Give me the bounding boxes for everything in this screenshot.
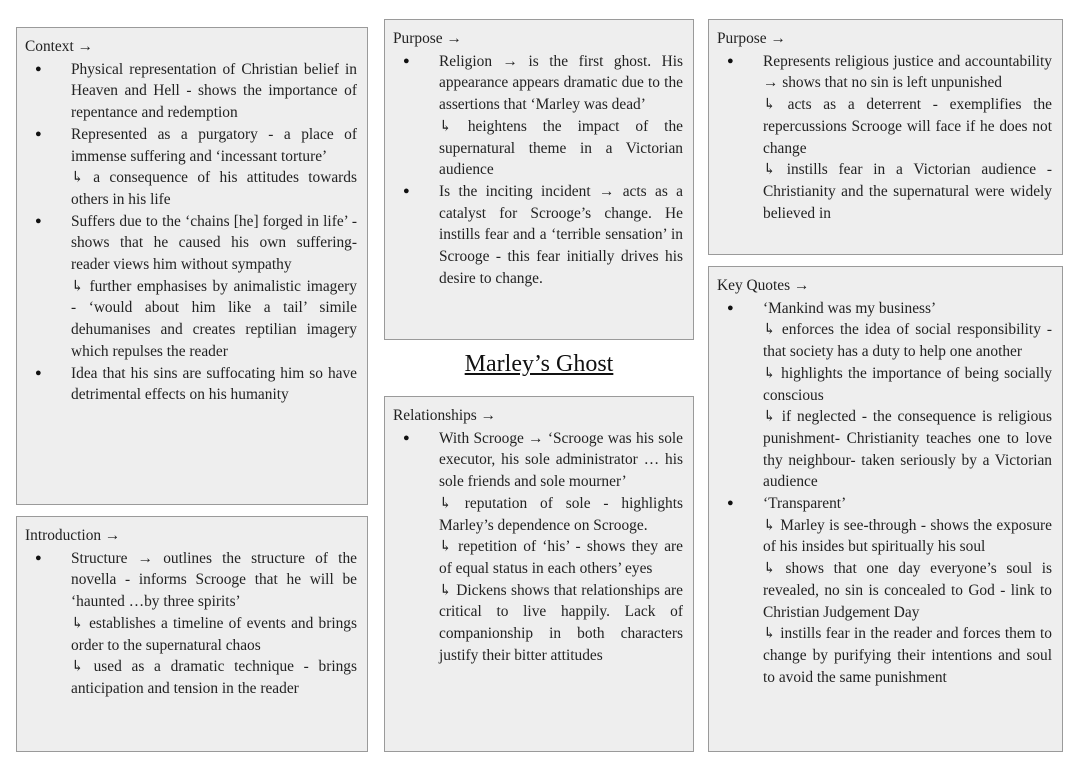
page-title: Marley’s Ghost (464, 351, 614, 377)
bullet-text: ● With Scrooge → ‘Scrooge was his sole executor, his sole administrator … his sole friends and sole mourner’ (439, 429, 683, 491)
bullet-text: ● Idea that his sins are suffocating him so have detrimental effects on his humanity (71, 364, 357, 404)
list-item (393, 51, 683, 181)
sub-point-text: ↳ shows that one day everyone’s soul is revealed, no sin is concealed to God - link to Christian Judgement Day (763, 560, 1052, 621)
list-item (25, 124, 357, 211)
sub-point-text: ↳ enforces the idea of social responsibility - that society has a duty to help one another (763, 321, 1052, 361)
sub-point-text: ↳ further emphasises by animalistic imagery - ‘would about him like a tail’ simile dehumanises and creates reptilian imagery which repulses the reader (71, 277, 357, 360)
context-box (16, 27, 368, 505)
sub-point-text: ↳ highlights the importance of being socially conscious (763, 364, 1052, 404)
relationships-list (393, 428, 683, 667)
list-item (393, 181, 683, 290)
sub-point-text: ↳ acts as a deterrent - exemplifies the repercussions Scrooge will face if he does not change (763, 96, 1052, 157)
sub-point-text: ↳ heightens the impact of the supernatural theme in a Victorian audience (439, 117, 683, 179)
bullet-text: ● Represents religious justice and accountability → shows that no sin is left unpunished (763, 52, 1052, 92)
sub-point-text: ↳ establishes a timeline of events and brings order to the supernatural chaos (71, 614, 357, 654)
purpose-right-heading: Purpose → (717, 30, 786, 47)
bullet-text: ● Suffers due to the ‘chains [he] forged in life’ - shows that he caused his own suffering- reader views him without sympathy (71, 212, 357, 274)
bullet-text: ● Religion → is the first ghost. His appearance appears dramatic due to the assertions that ‘Marley was dead’ (439, 52, 683, 114)
context-heading: Context → (25, 38, 93, 55)
list-item (25, 59, 357, 124)
list-item (393, 428, 683, 667)
sub-point-text: ↳ Marley is see-through - shows the exposure of his insides but spiritually his soul (763, 516, 1052, 556)
list-item (717, 298, 1052, 493)
relationships-box (384, 396, 694, 752)
list-item (25, 548, 357, 700)
introduction-list (25, 548, 357, 700)
bullet-text: ● Structure → outlines the structure of the novella - informs Scrooge that he will be ‘haunted …by three spirits’ (71, 549, 357, 611)
introduction-heading: Introduction → (25, 527, 121, 544)
bullet-text: ● ‘Transparent’ (763, 495, 847, 513)
sub-point-text: ↳ instills fear in the reader and forces them to change by purifying their intentions and soul to avoid the same punishment (763, 625, 1052, 686)
bullet-text: ● ‘Mankind was my business’ (763, 299, 937, 317)
sub-point-text: ↳ instills fear in a Victorian audience - Christianity and the supernatural were widely believed in (763, 161, 1052, 222)
sub-point-text: ↳ Dickens shows that relationships are critical to live happily. Lack of companionship in both characters justify their bitter attitudes (439, 581, 683, 664)
bullet-text: ● Is the inciting incident → acts as a catalyst for Scrooge’s change. He instills fear and a ‘terrible sensation’ in Scrooge - this fear initially drives his desire to change. (439, 182, 683, 287)
purpose-middle-box (384, 19, 694, 340)
sub-point-text: ↳ repetition of ‘his’ - shows they are of equal status in each others’ eyes (439, 538, 683, 577)
context-list (25, 59, 357, 406)
sub-point-text: ↳ if neglected - the consequence is religious punishment- Christianity teaches one to love thy neighbour- taken seriously by a Victorian audience (763, 408, 1052, 491)
bullet-text: ● Represented as a purgatory - a place of immense suffering and ‘incessant torture’ (71, 125, 357, 165)
bullet-text: ● Physical representation of Christian belief in Heaven and Hell - shows the importance of repentance and redemption (71, 60, 357, 122)
purpose-right-list (717, 51, 1052, 225)
list-item (717, 493, 1052, 688)
key-quotes-box (708, 266, 1063, 752)
key-quotes-list (717, 298, 1052, 689)
list-item (717, 51, 1052, 225)
sub-point-text: ↳ used as a dramatic technique - brings anticipation and tension in the reader (71, 658, 357, 697)
relationships-heading: Relationships → (393, 407, 497, 424)
key-quotes-heading: Key Quotes → (717, 277, 810, 294)
sub-point-text: ↳ a consequence of his attitudes towards others in his life (71, 169, 357, 208)
purpose-middle-list (393, 51, 683, 290)
purpose-right-box (708, 19, 1063, 255)
list-item (25, 363, 357, 406)
sub-point-text: ↳ reputation of sole - highlights Marley’s dependence on Scrooge. (439, 494, 683, 534)
introduction-box (16, 516, 368, 752)
list-item (25, 211, 357, 363)
purpose-middle-heading: Purpose → (393, 30, 462, 47)
